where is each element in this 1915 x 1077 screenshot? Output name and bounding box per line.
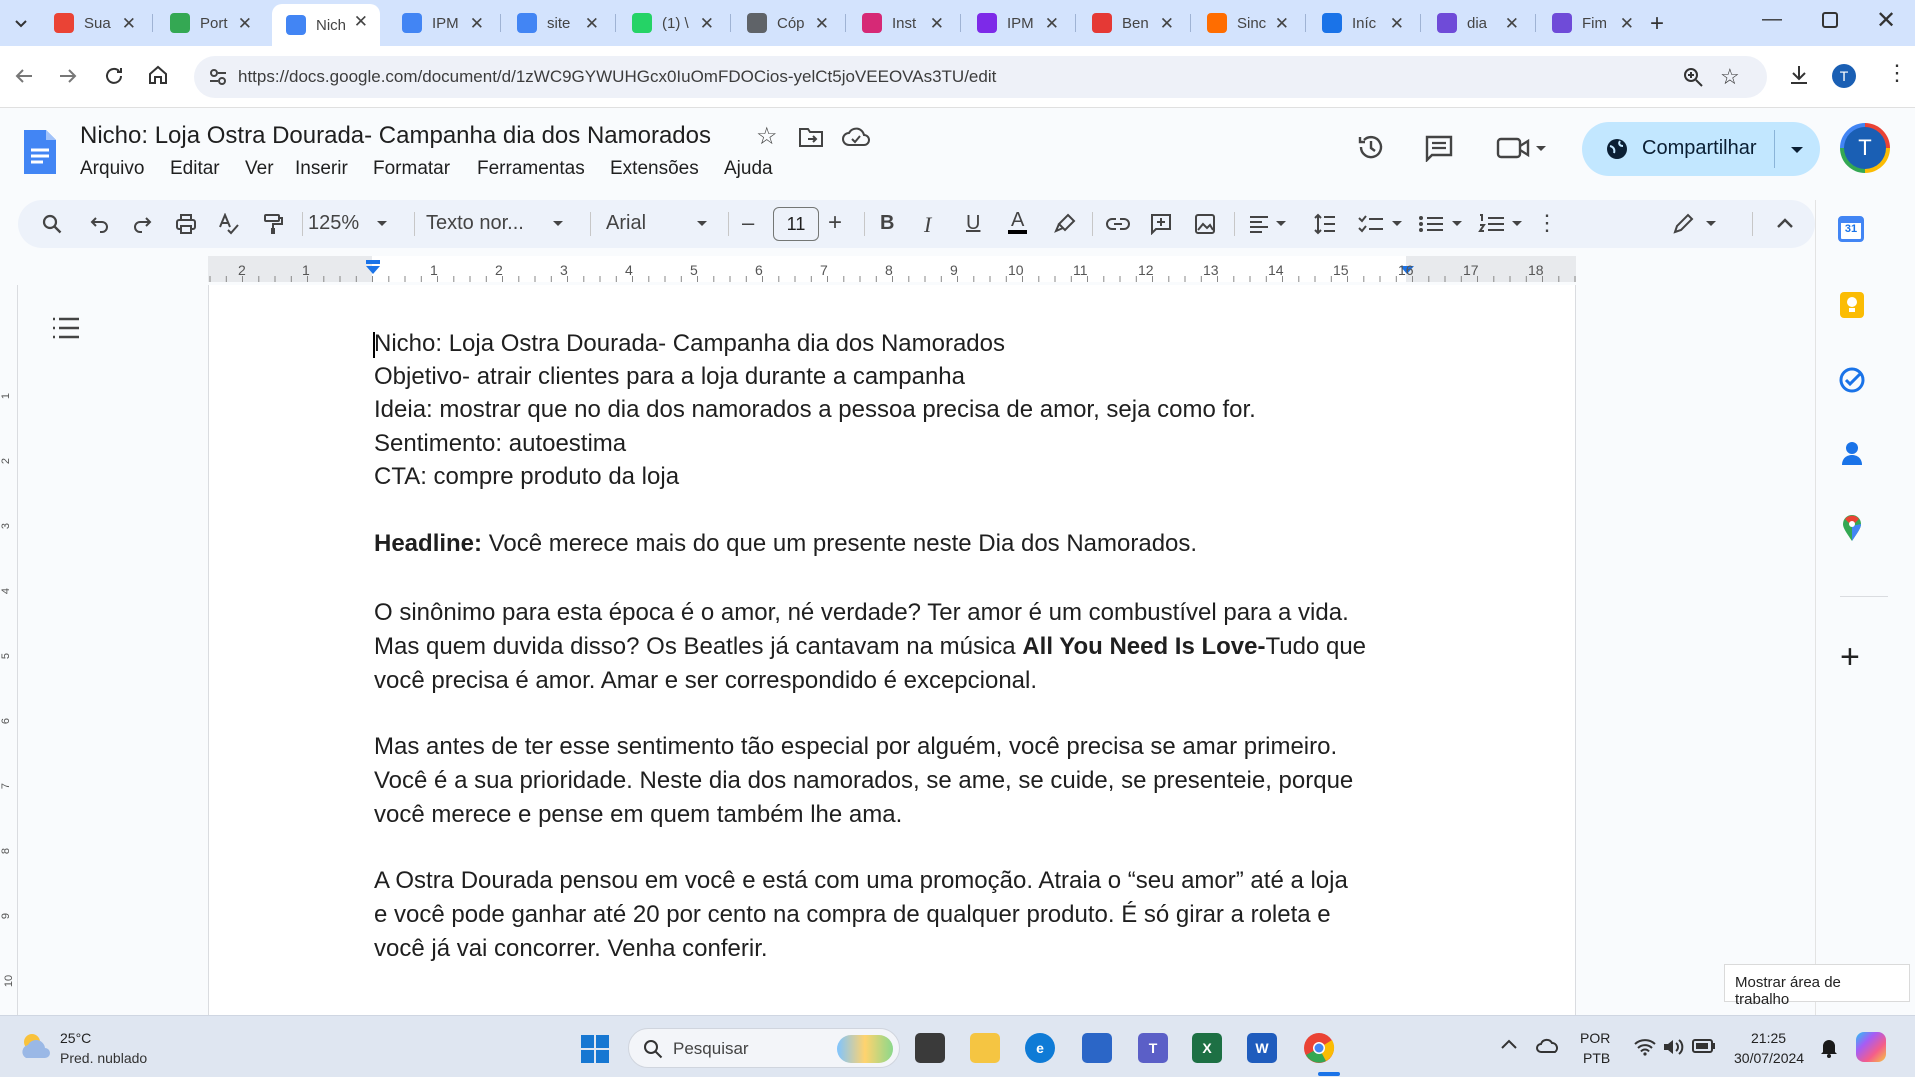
menu-arquivo[interactable]: Arquivo — [80, 158, 145, 179]
tray-overflow-icon[interactable] — [1500, 1038, 1518, 1050]
browser-tab[interactable] — [963, 6, 1071, 40]
tab-label: IPM — [432, 14, 459, 32]
toolbar-divider — [590, 212, 591, 236]
gemini-icon — [1437, 13, 1457, 33]
browser-tab[interactable] — [1193, 6, 1301, 40]
formatting-toolbar — [18, 200, 1815, 248]
move-folder-icon[interactable] — [798, 126, 824, 148]
profile-avatar[interactable]: T — [1832, 64, 1856, 88]
toolbar-divider — [864, 212, 865, 236]
browser-tab[interactable] — [1308, 6, 1416, 40]
battery-icon[interactable] — [1692, 1039, 1716, 1053]
forward-icon[interactable] — [56, 64, 80, 88]
doc-line[interactable]: Nicho: Loja Ostra Dourada- Campanha dia dos Namorados — [374, 330, 1005, 357]
vertical-ruler-number: 10 — [3, 974, 16, 988]
toolbar-divider — [302, 212, 303, 236]
restore-icon[interactable] — [1822, 12, 1838, 28]
browser-tab[interactable] — [272, 4, 380, 46]
menu-inserir[interactable]: Inserir — [295, 158, 348, 179]
ruler-number: 3 — [560, 262, 568, 278]
calendar-icon[interactable]: 31 — [1838, 216, 1864, 242]
taskbar-search-input[interactable] — [628, 1028, 900, 1068]
search-placeholder: Pesquisar — [673, 1039, 749, 1058]
ruler-number: 8 — [885, 262, 893, 278]
tab-separator — [615, 14, 616, 32]
tab-separator — [845, 14, 846, 32]
docs-logo-icon[interactable] — [22, 128, 58, 176]
windows-taskbar — [0, 1015, 1915, 1077]
text-color-button[interactable]: A — [1008, 210, 1027, 234]
cloud-status-icon[interactable] — [842, 126, 870, 148]
zoom-value: 125% — [308, 212, 360, 234]
instagram-icon — [862, 13, 882, 33]
task-view-icon[interactable] — [915, 1033, 945, 1063]
gmail-icon — [54, 13, 74, 33]
weather-desc[interactable]: Pred. nublado — [60, 1050, 148, 1066]
vertical-ruler-number: 8 — [0, 847, 13, 855]
app-icon — [1207, 13, 1227, 33]
tab-close-icon[interactable]: ✕ — [1504, 14, 1519, 33]
ruler-number: 4 — [625, 262, 633, 278]
zoom-dropdown-icon[interactable] — [376, 220, 388, 228]
document-outline-icon[interactable] — [52, 317, 80, 339]
browser-tab-strip — [0, 0, 1915, 46]
maps-icon[interactable] — [1842, 514, 1862, 542]
headline-label: Headline: — [374, 530, 483, 557]
tab-separator — [1305, 14, 1306, 32]
decrease-font-size-button[interactable]: – — [742, 210, 755, 235]
doc-line[interactable]: você merece e pense em quem também lhe ama. — [374, 801, 903, 828]
browser-tab[interactable] — [733, 6, 841, 40]
edge-icon[interactable]: e — [1025, 1033, 1055, 1063]
tab-close-icon[interactable]: ✕ — [1274, 14, 1289, 33]
tab-label: Cóp — [777, 14, 805, 32]
clock-date[interactable]: 30/07/2024 — [1734, 1050, 1805, 1066]
zoom-select[interactable] — [308, 212, 359, 235]
side-panel — [1815, 200, 1915, 1015]
paragraph-style-value: Texto nor... — [426, 212, 524, 234]
contacts-icon[interactable] — [1840, 440, 1864, 466]
doc-text: Tudo que — [1265, 633, 1367, 660]
paragraph-style-select[interactable] — [426, 212, 524, 235]
tab-label: Port — [200, 14, 228, 32]
omnibox[interactable] — [194, 56, 1767, 98]
menu-formatar[interactable]: Formatar — [373, 158, 451, 179]
account-avatar[interactable] — [1840, 123, 1890, 173]
docs-icon — [402, 13, 422, 33]
tab-label: Sua — [84, 14, 111, 32]
vertical-ruler-number: 3 — [0, 522, 13, 530]
docs-icon — [286, 15, 306, 35]
weather-icon[interactable] — [18, 1030, 52, 1060]
browser-tab[interactable] — [40, 6, 148, 40]
menu-editar[interactable]: Editar — [170, 158, 220, 179]
language-code[interactable]: POR — [1580, 1030, 1611, 1046]
star-icon[interactable]: ☆ — [756, 123, 778, 150]
ruler-number: 2 — [238, 262, 246, 278]
ruler-number: 14 — [1268, 262, 1284, 278]
underline-button[interactable]: U — [966, 212, 981, 234]
tasks-icon[interactable] — [1838, 366, 1866, 394]
minimize-icon[interactable]: — — [1762, 8, 1782, 30]
menu-ver[interactable]: Ver — [245, 158, 274, 179]
search-icon — [643, 1039, 663, 1059]
store-icon[interactable] — [1082, 1033, 1112, 1063]
active-app-indicator — [1318, 1072, 1340, 1076]
ruler-number: 1 — [302, 262, 310, 278]
vertical-ruler-number: 6 — [0, 717, 13, 725]
browser-tab[interactable] — [156, 6, 264, 40]
browser-tab[interactable] — [1423, 6, 1531, 40]
show-desktop-tooltip: Mostrar área de trabalho — [1724, 964, 1910, 1002]
tab-separator — [1190, 14, 1191, 32]
editing-mode-icon[interactable] — [1672, 213, 1722, 235]
vertical-ruler-number: 7 — [0, 782, 13, 790]
share-button[interactable] — [1582, 122, 1820, 176]
doc-line[interactable]: O sinônimo para esta época é o amor, né verdade? Ter amor é um combustível para a vida. — [374, 599, 1349, 626]
more-options-icon[interactable]: ⋮ — [1536, 210, 1558, 235]
ruler-number: 1 — [430, 262, 438, 278]
excel-icon[interactable]: X — [1192, 1033, 1222, 1063]
teams-icon[interactable]: T — [1138, 1033, 1168, 1063]
vertical-ruler-number: 1 — [0, 392, 13, 400]
tab-label: Fim — [1582, 14, 1607, 32]
globe-icon — [747, 13, 767, 33]
highlight-color-icon[interactable] — [1054, 213, 1076, 235]
ruler-number: 16 — [1398, 262, 1414, 278]
song-title: All You Need Is Love- — [1022, 633, 1266, 660]
italic-button[interactable]: I — [924, 212, 932, 237]
menu-ferramentas[interactable]: Ferramentas — [477, 158, 585, 179]
vertical-ruler-number: 2 — [0, 457, 13, 465]
globe-icon — [1606, 138, 1628, 160]
copilot-icon[interactable] — [1856, 1032, 1886, 1062]
url-text[interactable]: https://docs.google.com/document/d/1zWC9GYWUHGcx0IuOmFDOCios-yelCt5joVEEOVAs3TU/edit — [238, 67, 997, 86]
toolbar-divider — [1092, 212, 1093, 236]
doc-line[interactable]: Ideia: mostrar que no dia dos namorados a pessoa precisa de amor, seja como for. — [374, 396, 1256, 423]
bold-button[interactable]: B — [880, 212, 895, 234]
print-icon[interactable] — [175, 213, 197, 235]
spellcheck-icon[interactable] — [218, 213, 240, 235]
tab-close-icon[interactable]: ✕ — [1044, 14, 1059, 33]
tab-label: dia — [1467, 14, 1488, 32]
back-icon[interactable] — [12, 64, 36, 88]
horizontal-ruler[interactable] — [208, 256, 1576, 282]
bookmark-star-icon[interactable]: ☆ — [1720, 64, 1740, 89]
share-divider — [1774, 130, 1775, 168]
tab-separator — [152, 14, 153, 32]
get-addons-icon[interactable]: + — [1840, 638, 1860, 676]
doc-line[interactable]: você precisa é amor. Amar e ser correspondido é excepcional. — [374, 667, 1038, 694]
home-icon[interactable] — [146, 63, 170, 87]
outline-pane — [18, 285, 208, 1015]
doc-line[interactable]: Objetivo- atrair clientes para a loja durante a campanha — [374, 363, 965, 390]
headline-text: Você merece mais do que um presente neste Dia dos Namorados. — [482, 530, 1198, 557]
vertical-ruler-number: 5 — [0, 652, 13, 660]
doc-line[interactable]: A Ostra Dourada pensou em você e está com uma promoção. Atraia o “seu amor” até a loja — [374, 867, 1348, 894]
tab-close-icon[interactable]: ✕ — [929, 14, 944, 33]
meet-icon[interactable] — [1496, 136, 1548, 160]
toolbar-divider — [1234, 212, 1235, 236]
tab-label: Nich — [316, 16, 347, 34]
insert-link-icon[interactable] — [1106, 215, 1130, 233]
increase-font-size-button[interactable]: + — [828, 209, 843, 236]
tab-close-icon[interactable]: ✕ — [584, 14, 599, 33]
zoom-icon[interactable] — [1682, 66, 1704, 88]
vertical-ruler-number: 4 — [0, 587, 13, 595]
tab-close-icon[interactable]: ✕ — [353, 12, 368, 31]
ruler-number: 17 — [1463, 262, 1479, 278]
download-icon[interactable] — [1786, 62, 1812, 88]
doc-text: Mas quem duvida disso? Os Beatles já cantavam na música — [374, 633, 1023, 660]
close-window-icon[interactable]: ✕ — [1876, 7, 1897, 34]
tab-separator — [960, 14, 961, 32]
tab-close-icon[interactable]: ✕ — [1159, 14, 1174, 33]
doc-line[interactable]: CTA: compre produto da loja — [374, 463, 680, 490]
first-line-indent-marker — [366, 260, 380, 264]
doc-line[interactable]: Sentimento: autoestima — [374, 430, 627, 457]
tab-separator — [730, 14, 731, 32]
file-explorer-icon[interactable] — [970, 1033, 1000, 1063]
toolbar-divider — [1752, 212, 1753, 236]
docs-icon — [517, 13, 537, 33]
ruler-number: 2 — [495, 262, 503, 278]
browser-tab[interactable] — [1078, 6, 1186, 40]
ruler-number: 13 — [1203, 262, 1219, 278]
ruler-number: 6 — [755, 262, 763, 278]
tab-close-icon[interactable]: ✕ — [1389, 14, 1404, 33]
doc-line[interactable]: você já vai concorrer. Venha conferir. — [374, 935, 768, 962]
font-value: Arial — [606, 212, 647, 234]
line-spacing-icon[interactable] — [1314, 213, 1336, 235]
doc-line[interactable] — [374, 633, 1366, 661]
font-select[interactable] — [606, 212, 646, 235]
tab-separator — [1075, 14, 1076, 32]
chatgpt-icon — [1322, 13, 1342, 33]
docs-header — [0, 108, 1915, 200]
toolbar-divider — [414, 212, 415, 236]
paint-format-icon[interactable] — [262, 213, 284, 235]
numbered-list-icon[interactable] — [1478, 213, 1524, 235]
toolbar-divider — [728, 212, 729, 236]
version-history-icon[interactable] — [1356, 132, 1386, 162]
tab-close-icon[interactable]: ✕ — [699, 14, 714, 33]
document-title[interactable]: Nicho: Loja Ostra Dourada- Campanha dia dos Namorados — [80, 122, 711, 149]
gemini-icon — [1552, 13, 1572, 33]
align-left-icon[interactable] — [1248, 215, 1288, 233]
ruler-number: 5 — [690, 262, 698, 278]
account-initial: T — [1844, 127, 1886, 169]
start-icon[interactable] — [581, 1035, 609, 1063]
tab-label: Sinc — [1237, 14, 1267, 32]
doc-line[interactable]: Você é a sua prioridade. Neste dia dos namorados, se ame, se cuide, se presenteie, porque — [374, 767, 1354, 794]
ruler-number: 10 — [1008, 262, 1024, 278]
ruler-number: 9 — [950, 262, 958, 278]
volume-icon[interactable] — [1662, 1037, 1684, 1057]
keyboard-layout[interactable]: PTB — [1583, 1050, 1611, 1066]
clock-time[interactable]: 21:25 — [1751, 1030, 1787, 1046]
tab-label: Ben — [1122, 14, 1149, 32]
tab-label: IPM — [1007, 14, 1034, 32]
doc-line[interactable]: e você pode ganhar até 20 por cento na compra de qualquer produto. É só girar a roleta e — [374, 901, 1331, 928]
new-tab-icon[interactable]: + — [1650, 10, 1665, 37]
tab-close-icon[interactable]: ✕ — [237, 14, 252, 33]
insert-image-icon[interactable] — [1194, 213, 1216, 235]
ruler-number: 12 — [1138, 262, 1154, 278]
chrome-icon[interactable] — [1302, 1031, 1336, 1065]
bulleted-list-icon[interactable] — [1418, 213, 1464, 235]
browser-tab[interactable] — [1538, 6, 1646, 40]
tab-close-icon[interactable]: ✕ — [814, 14, 829, 33]
tab-close-icon[interactable]: ✕ — [469, 14, 484, 33]
vertical-ruler-number: 9 — [0, 912, 13, 920]
hide-menus-icon[interactable] — [1776, 217, 1794, 229]
search-highlight-icon — [837, 1035, 893, 1063]
onedrive-icon[interactable] — [1536, 1036, 1560, 1054]
style-dropdown-icon[interactable] — [552, 220, 564, 228]
wifi-icon[interactable] — [1634, 1038, 1656, 1056]
search-menus-icon[interactable] — [42, 214, 62, 234]
ruler-number: 7 — [820, 262, 828, 278]
headline-line[interactable] — [374, 530, 1197, 558]
address-bar-row — [0, 46, 1915, 108]
comments-icon[interactable] — [1424, 134, 1454, 162]
tab-separator — [1420, 14, 1421, 32]
tab-label: (1) \ — [662, 14, 689, 32]
add-comment-icon[interactable] — [1150, 213, 1172, 235]
browser-tab[interactable] — [618, 6, 726, 40]
undo-icon[interactable] — [90, 215, 110, 233]
checklist-icon[interactable] — [1358, 213, 1404, 235]
share-dropdown-icon[interactable] — [1790, 145, 1804, 155]
browser-tab[interactable] — [503, 6, 611, 40]
redo-icon[interactable] — [132, 215, 152, 233]
reload-icon[interactable] — [102, 64, 126, 88]
font-dropdown-icon[interactable] — [696, 220, 708, 228]
canva-icon — [977, 13, 997, 33]
tab-separator — [500, 14, 501, 32]
tab-label: Iníc — [1352, 14, 1377, 32]
font-size-input[interactable]: 11 — [773, 207, 819, 241]
ruler-number: 18 — [1528, 262, 1544, 278]
browser-tab[interactable] — [388, 6, 496, 40]
tab-separator — [1535, 14, 1536, 32]
drive-icon — [170, 13, 190, 33]
whatsapp-icon — [632, 13, 652, 33]
site-settings-icon[interactable] — [208, 67, 228, 87]
app-icon — [1092, 13, 1112, 33]
browser-menu-icon[interactable]: ⋮ — [1886, 60, 1908, 85]
tab-label: Inst — [892, 14, 917, 32]
tab-label: site — [547, 14, 571, 32]
side-panel-divider — [1840, 596, 1888, 597]
ruler-number: 15 — [1333, 262, 1349, 278]
browser-tab[interactable] — [848, 6, 956, 40]
ruler-number: 11 — [1073, 262, 1088, 278]
word-icon[interactable]: W — [1247, 1033, 1277, 1063]
menu-extensões[interactable]: Extensões — [610, 158, 699, 179]
tab-search-icon[interactable] — [10, 12, 32, 34]
tab-close-icon[interactable]: ✕ — [1619, 14, 1634, 33]
weather-temp[interactable]: 25°C — [60, 1030, 92, 1046]
tab-close-icon[interactable]: ✕ — [121, 14, 136, 33]
menu-ajuda[interactable]: Ajuda — [724, 158, 773, 179]
doc-line[interactable]: Mas antes de ter esse sentimento tão especial por alguém, você precisa se amar primeiro. — [374, 733, 1338, 760]
vertical-ruler[interactable] — [0, 285, 18, 1015]
share-label: Compartilhar — [1642, 137, 1757, 159]
notification-bell-icon[interactable] — [1820, 1038, 1838, 1058]
keep-icon[interactable] — [1840, 292, 1864, 318]
